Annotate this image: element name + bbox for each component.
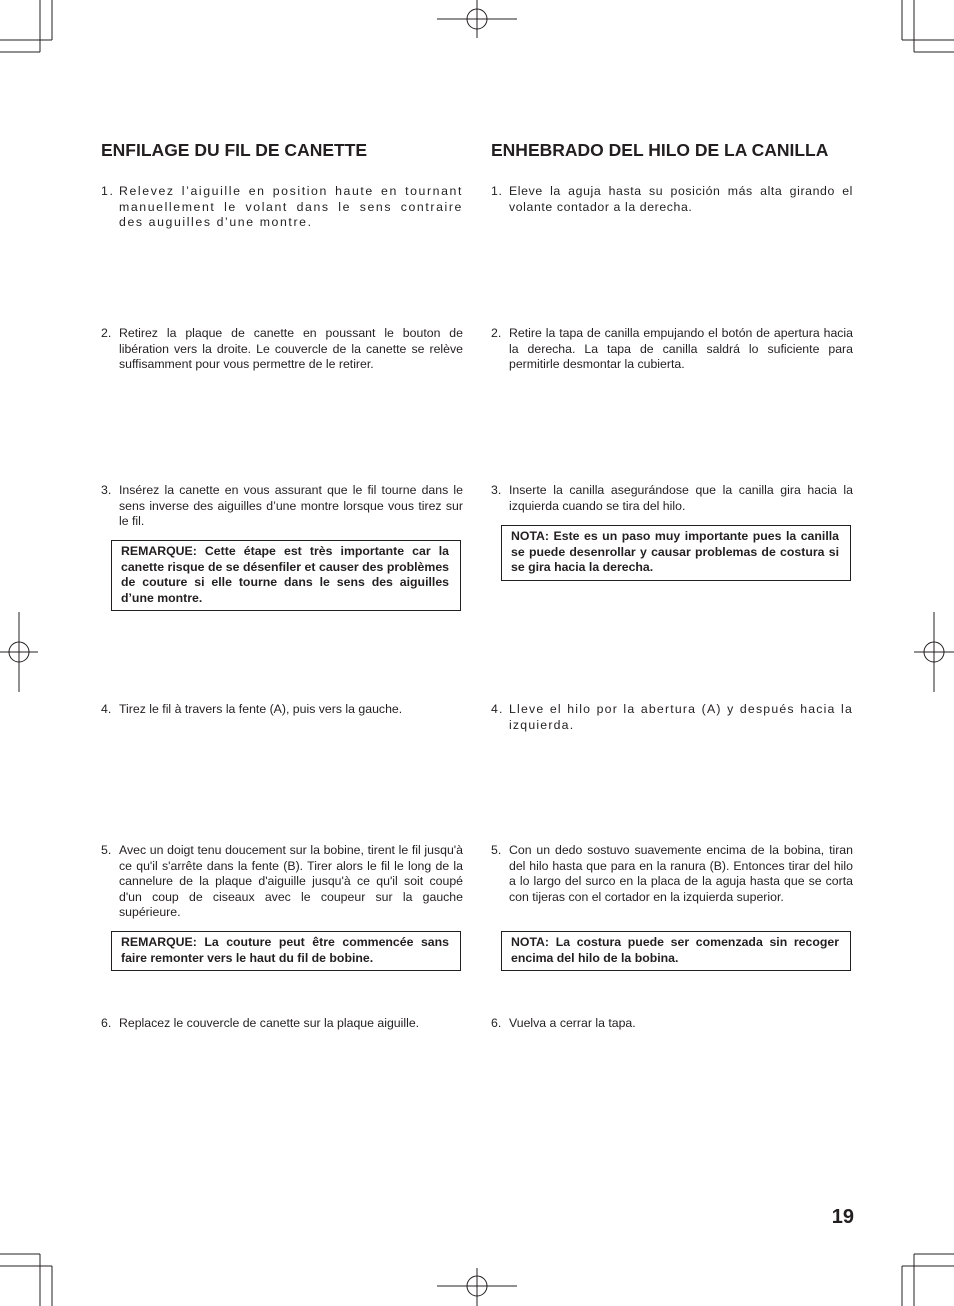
spanish-heading: ENHEBRADO DEL HILO DE LA CANILLA [491,140,829,160]
french-note-step-3: REMARQUE: Cette étape est très importante car la canette risque de se désenfiler et causer des problèmes de couture si elle tourne dans le sens des aiguilles d’une montre. [111,540,461,611]
french-note-step-5: REMARQUE: La couture peut être commencée sans faire remonter vers le haut du fil de bobine. [111,931,461,971]
french-step-1: 1. Relevez l’aiguille en position haute en tournant manuellement le volant dans le sens contraire des auguilles d’une montre. [101,184,463,230]
french-heading: ENFILAGE DU FIL DE CANETTE [101,140,368,160]
french-step-3: 3. Insérez la canette en vous assurant que le fil tourne dans le sens inverse des aiguilles d’une montre lorsque vous tirez sur le fil. [101,483,463,529]
spanish-step-3: 3. Inserte la canilla asegurándose que la canilla gira hacia la izquierda cuando se tira del hilo. [491,483,853,513]
french-step-4: 4. Tirez le fil à travers la fente (A), puis vers la gauche. [101,702,403,716]
french-step-6: 6. Replacez le couvercle de canette sur la plaque aiguille. [101,1016,420,1030]
spanish-step-4: 4. Lleve el hilo por la abertura (A) y después hacia la izquierda. [491,702,853,732]
spanish-note-step-5: NOTA: La costura puede ser comenzada sin recoger encima del hilo de la bobina. [501,931,851,971]
spanish-step-2: 2. Retire la tapa de canilla empujando el botón de apertura hacia la derecha. La tapa de canilla saldrá lo suficiente para permitirle desmontar la cubierta. [491,326,853,372]
spanish-step-6: 6. Vuelva a cerrar la tapa. [491,1016,636,1030]
french-step-5: 5. Avec un doigt tenu doucement sur la bobine, tirent le fil jusqu'à ce qu'il s'arrête dans la fente (B). Tirer alors le fil le long de la cannelure de la plaque d'aiguille jusqu'à ce qu'il soit coupé d'un coup de ciseaux avec le coupeur sur la gauche supérieure. [101,843,463,920]
spanish-note-step-3: NOTA: Este es un paso muy importante pues la canilla se puede desenrollar y causar problemas de costura si se gira hacia la derecha. [501,525,851,581]
spanish-step-1: 1. Eleve la aguja hasta su posición más alta girando el volante contador a la derecha. [491,184,853,214]
page-number: 19 [831,1206,854,1228]
french-step-2: 2. Retirez la plaque de canette en poussant le bouton de libération vers la droite. Le couvercle de la canette se relève suffisamment pour vous permettre de le retirer. [101,326,463,372]
spanish-step-5: 5. Con un dedo sostuvo suavemente encima de la bobina, tiran del hilo hasta que para en la ranura (B). Entonces tirar del hilo a lo largo del surco en la placa de la aguja hasta que se corta con tijeras con el cortador en la izquierda superior. [491,843,853,904]
